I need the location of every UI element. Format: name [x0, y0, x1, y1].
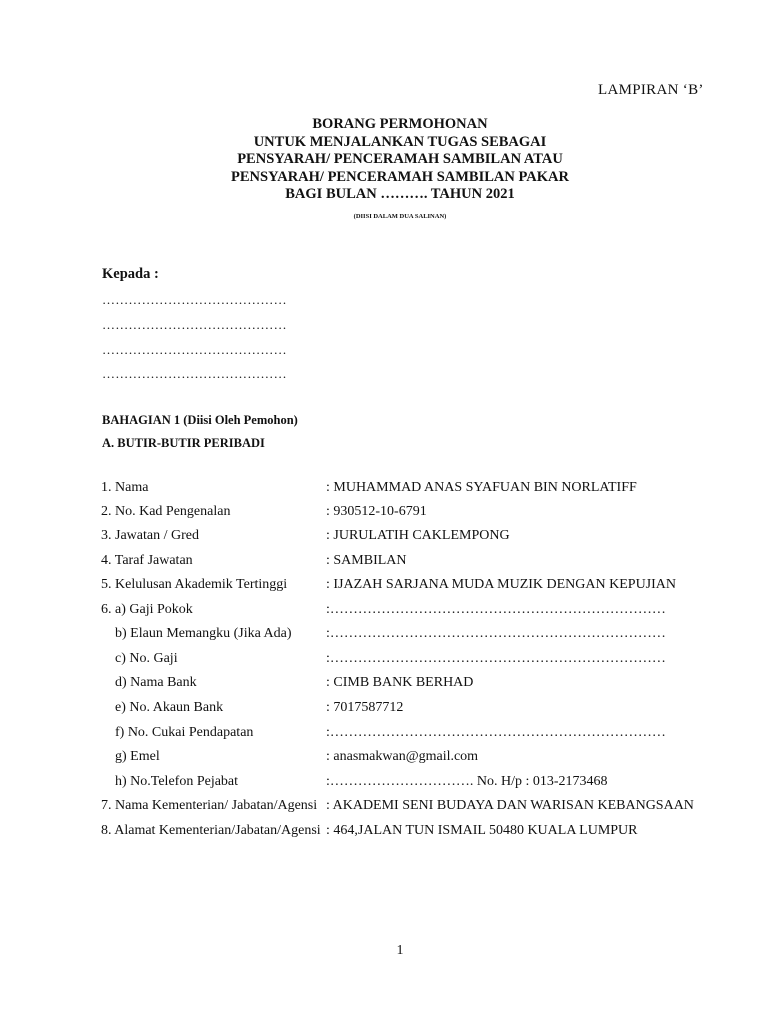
title-line: UNTUK MENJALANKAN TUGAS SEBAGAI — [253, 133, 547, 150]
field-value: : CIMB BANK BERHAD — [326, 675, 474, 690]
section-bahagian: BAHAGIAN 1 (Diisi Oleh Pemohon) — [102, 413, 298, 427]
field-label: 4. Taraf Jawatan — [101, 553, 193, 568]
field-label: 2. No. Kad Pengenalan — [101, 504, 231, 519]
field-value: :……………………………………………………………… — [326, 651, 666, 666]
field-value: : JURULATIH CAKLEMPONG — [326, 528, 510, 543]
field-label: c) No. Gaji — [115, 651, 178, 666]
field-label: 8. Alamat Kementerian/Jabatan/Agensi — [101, 823, 321, 838]
field-value: :……………………………………………………………… — [326, 602, 666, 617]
title-line: BORANG PERMOHONAN — [312, 116, 488, 132]
page-number: 1 — [396, 943, 404, 958]
kepada-label: Kepada : — [102, 266, 159, 282]
form-title — [0, 116, 768, 204]
field-label: 6. a) Gaji Pokok — [101, 602, 193, 617]
field-value: : SAMBILAN — [326, 553, 407, 568]
kepada-address-line: …………………………………… — [102, 292, 287, 307]
field-label: h) No.Telefon Pejabat — [115, 774, 239, 789]
title-line: PENSYARAH/ PENCERAMAH SAMBILAN ATAU — [237, 151, 563, 167]
field-value: : MUHAMMAD ANAS SYAFUAN BIN NORLATIFF — [326, 480, 637, 495]
field-value: : IJAZAH SARJANA MUDA MUZIK DENGAN KEPUJIAN — [326, 577, 677, 592]
field-label: f) No. Cukai Pendapatan — [115, 725, 254, 740]
title-line: BAGI BULAN ………. TAHUN 2021 — [285, 186, 515, 202]
kepada-address-line: …………………………………… — [102, 366, 287, 381]
field-label: d) Nama Bank — [115, 675, 197, 690]
field-label: e) No. Akaun Bank — [115, 700, 224, 715]
field-label: b) Elaun Memangku (Jika Ada) — [115, 626, 292, 641]
field-value: : anasmakwan@gmail.com — [326, 749, 479, 764]
field-value: : 7017587712 — [326, 700, 404, 715]
kepada-address-line: …………………………………… — [102, 342, 287, 357]
field-value: : AKADEMI SENI BUDAYA DAN WARISAN KEBANGSAAN — [326, 798, 694, 813]
kepada-address-line: …………………………………… — [102, 317, 287, 332]
field-label: 7. Nama Kementerian/ Jabatan/Agensi — [101, 798, 318, 813]
field-value: :……………………………………………………………… — [326, 725, 666, 740]
lampiran-label: LAMPIRAN ‘B’ — [598, 82, 704, 98]
section-heading: A. BUTIR-BUTIR PERIBADI — [102, 436, 265, 450]
field-value: :……………………………………………………………… — [326, 626, 666, 641]
title-line: PENSYARAH/ PENCERAMAH SAMBILAN PAKAR — [231, 168, 569, 185]
field-label: 3. Jawatan / Gred — [101, 528, 199, 543]
field-value: :…………………………. No. H/p : 013-2173468 — [326, 774, 608, 789]
field-value: : 930512-10-6791 — [326, 504, 427, 519]
field-label: 1. Nama — [101, 480, 149, 495]
copies-note: (DIISI DALAM DUA SALINAN) — [353, 213, 447, 220]
field-value: : 464,JALAN TUN ISMAIL 50480 KUALA LUMPUR — [326, 823, 638, 838]
field-label: 5. Kelulusan Akademik Tertinggi — [101, 577, 288, 592]
field-label: g) Emel — [115, 749, 160, 764]
